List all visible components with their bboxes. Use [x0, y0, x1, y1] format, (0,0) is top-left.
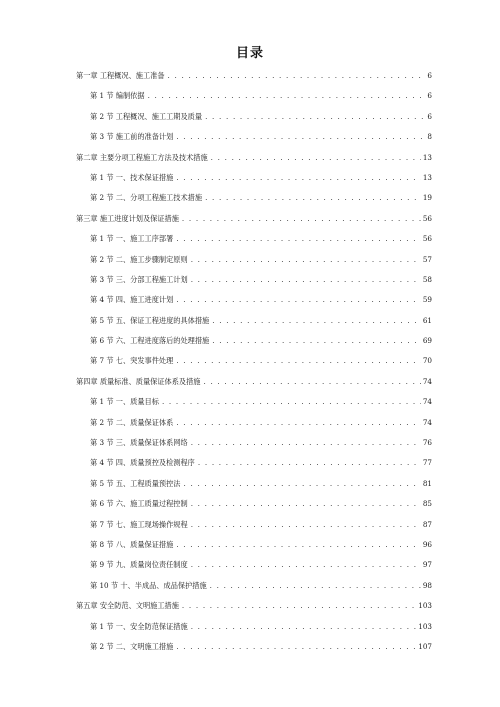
toc-dot-leader — [198, 457, 421, 469]
toc-chapter-entry[interactable] — [76, 600, 432, 620]
toc-section-entry[interactable] — [76, 621, 432, 641]
toc-dot-leader — [205, 192, 421, 204]
toc-dot-leader — [191, 519, 421, 531]
toc-entry-label: 第 7 节 七、突发事件处理 — [90, 356, 174, 366]
toc-dot-leader — [162, 396, 421, 408]
toc-section-entry[interactable] — [76, 192, 432, 212]
toc-page-number: 56 — [422, 234, 432, 244]
toc-dot-leader — [176, 172, 421, 184]
toc-section-entry[interactable] — [76, 478, 432, 498]
toc-section-entry[interactable] — [76, 396, 432, 416]
toc-chapter-entry[interactable] — [76, 70, 432, 90]
toc-dot-leader — [191, 621, 417, 633]
toc-dot-leader — [191, 274, 421, 286]
toc-dot-leader — [176, 294, 421, 306]
toc-entry-label: 第三章 施工进度计划及保证措施 — [76, 213, 179, 223]
toc-section-entry[interactable] — [76, 254, 432, 274]
toc-dot-leader — [191, 498, 421, 510]
toc-page-number: 81 — [422, 478, 432, 488]
toc-section-entry[interactable] — [76, 111, 432, 131]
toc-section-entry[interactable] — [76, 580, 432, 600]
toc-dot-leader — [205, 111, 425, 123]
toc-section-entry[interactable] — [76, 315, 432, 335]
toc-section-entry[interactable] — [76, 131, 432, 151]
toc-entry-label: 第 2 节 二、施工步骤制定原则 — [90, 254, 188, 264]
toc-section-entry[interactable] — [76, 172, 432, 192]
toc-entry-label: 第 3 节 三、分部工程施工计划 — [90, 274, 188, 284]
toc-entry-label: 第一章 工程概况、施工准备 — [76, 71, 165, 80]
toc-page-number: 13 — [422, 172, 432, 182]
toc-entry-label: 第 5 节 五、保证工程进度的具体措施 — [90, 315, 210, 325]
toc-dot-leader — [211, 152, 421, 164]
toc-entry-label: 第 6 节 六、施工质量过程控制 — [90, 499, 188, 509]
toc-section-entry[interactable] — [76, 559, 432, 579]
toc-section-entry[interactable] — [76, 233, 432, 253]
toc-entry-label: 第 9 节 九、质量岗位责任制度 — [90, 560, 188, 570]
toc-page-number: 61 — [422, 315, 432, 325]
toc-page-number: 58 — [422, 274, 432, 284]
toc-page-number: 19 — [422, 193, 432, 203]
toc-dot-leader — [176, 233, 421, 245]
toc-dot-leader — [203, 376, 420, 388]
toc-page-number: 56 — [422, 213, 432, 223]
toc-entry-label: 第 4 节 四、质量预控及检测程序 — [90, 458, 195, 468]
toc-dot-leader — [168, 70, 426, 82]
toc-page-number: 74 — [422, 376, 432, 386]
toc-entry-label: 第 1 节 一、技术保证措施 — [90, 172, 174, 182]
toc-entry-label: 第 1 节 一、施工工序部署 — [90, 234, 174, 244]
toc-entry-label: 第 2 节 二、分项工程施工技术措施 — [90, 193, 203, 203]
toc-chapter-entry[interactable] — [76, 152, 432, 172]
toc-entry-label: 第 5 节 五、工程质量预控法 — [90, 478, 181, 488]
toc-entry-label: 第 7 节 七、施工现场操作规程 — [90, 519, 188, 529]
toc-dot-leader — [191, 437, 421, 449]
toc-page-number: 103 — [418, 621, 432, 631]
toc-entry-label: 第 10 节 十、半成品、成品保护措施 — [90, 580, 207, 590]
toc-page-number: 87 — [422, 519, 432, 529]
toc-entry-label: 第 2 节 二、文明施工措施 — [90, 641, 174, 651]
toc-section-entry[interactable] — [76, 417, 432, 437]
toc-section-entry[interactable] — [76, 437, 432, 457]
toc-entry-label: 第 1 节 一、质量目标 — [90, 397, 159, 407]
toc-dot-leader — [176, 539, 421, 551]
toc-section-entry[interactable] — [76, 355, 432, 375]
toc-dot-leader — [176, 131, 425, 143]
toc-entry-label: 第 1 节 一、安全防范保证措施 — [90, 621, 188, 631]
toc-title: 目录 — [235, 46, 264, 61]
toc-page-number: 97 — [422, 560, 432, 570]
toc-entry-label: 第五章 安全防范、文明施工措施 — [76, 601, 179, 611]
toc-dot-leader — [191, 254, 421, 266]
toc-dot-leader — [182, 600, 416, 612]
toc-entry-label: 第四章 质量标准、质量保证体系及措施 — [76, 376, 201, 386]
toc-page-number: 69 — [422, 336, 432, 346]
toc-section-entry[interactable] — [76, 539, 432, 559]
toc-page-number: 13 — [422, 152, 432, 162]
toc-page-number: 103 — [418, 601, 432, 611]
toc-section-entry[interactable] — [76, 457, 432, 477]
toc-page-number: 76 — [422, 438, 432, 448]
toc-page-number: 6 — [427, 71, 432, 80]
toc-entry-label: 第 2 节 工程概况、施工工期及质量 — [90, 111, 203, 121]
toc-section-entry[interactable] — [76, 274, 432, 294]
toc-dot-leader — [176, 355, 421, 367]
toc-page-number: 70 — [422, 356, 432, 366]
toc-section-entry[interactable] — [76, 641, 432, 661]
toc-dot-leader — [212, 315, 421, 327]
toc-entry-label: 第 4 节 四、施工进度计划 — [90, 295, 174, 305]
toc-entry-label: 第 8 节 八、质量保证措施 — [90, 539, 174, 549]
toc-page-number: 74 — [422, 417, 432, 427]
toc-dot-leader — [191, 559, 421, 571]
toc-page-number: 77 — [422, 458, 432, 468]
toc-section-entry[interactable] — [76, 335, 432, 355]
toc-page-number: 6 — [427, 91, 432, 101]
toc-entry-label: 第 6 节 六、工程进度落后的处理措施 — [90, 336, 210, 346]
toc-section-entry[interactable] — [76, 90, 432, 110]
toc-chapter-entry[interactable] — [76, 213, 432, 233]
toc-page-number: 107 — [418, 641, 432, 651]
toc-dot-leader — [148, 90, 426, 102]
toc-dot-leader — [176, 641, 416, 653]
toc-page-number: 57 — [422, 254, 432, 264]
toc-entry-label: 第 2 节 二、质量保证体系 — [90, 417, 174, 427]
toc-page-number: 59 — [422, 295, 432, 305]
toc-chapter-entry[interactable] — [76, 376, 432, 396]
toc-page-number: 6 — [427, 111, 432, 121]
toc-entry-label: 第 3 节 施工前的准备计划 — [90, 132, 174, 142]
toc-section-entry[interactable] — [76, 498, 432, 518]
toc-dot-leader — [176, 417, 421, 429]
toc-entry-label: 第 3 节 三、质量保证体系网络 — [90, 438, 188, 448]
toc-page-number: 98 — [422, 580, 432, 590]
toc-section-entry[interactable] — [76, 294, 432, 314]
toc-page-number: 85 — [422, 499, 432, 509]
toc-page-number: 74 — [422, 397, 432, 407]
toc-page-number: 96 — [422, 539, 432, 549]
toc-page-number: 8 — [427, 132, 432, 142]
toc-section-entry[interactable] — [76, 519, 432, 539]
toc-list — [76, 70, 432, 661]
toc-entry-label: 第 1 节 编制依据 — [90, 91, 145, 101]
toc-dot-leader — [212, 335, 421, 347]
toc-dot-leader — [182, 213, 421, 225]
toc-entry-label: 第二章 主要分项工程施工方法及技术措施 — [76, 152, 208, 162]
toc-dot-leader — [210, 580, 421, 592]
toc-dot-leader — [184, 478, 421, 490]
